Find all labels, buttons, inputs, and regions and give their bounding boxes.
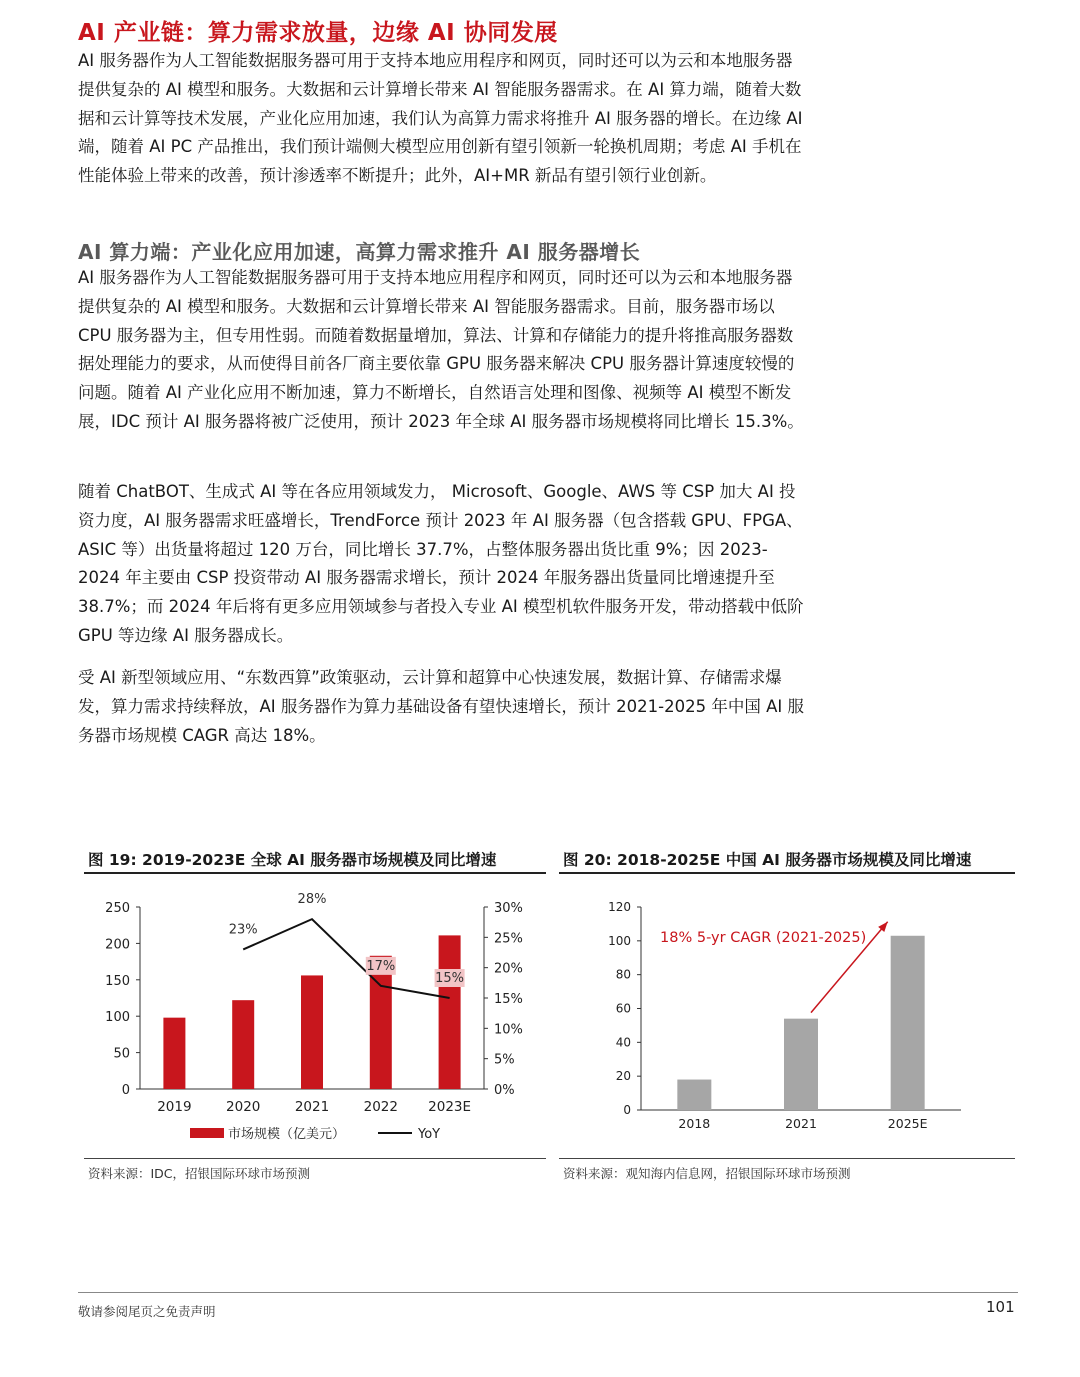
page-number: 101 xyxy=(986,1298,1015,1316)
right-axis-tick-label: 20% xyxy=(494,961,523,977)
y-axis-tick-label: 40 xyxy=(615,1035,631,1050)
x-axis-category-label: 2021 xyxy=(785,1116,817,1131)
y-axis-tick-label: 100 xyxy=(608,933,631,948)
yoy-data-label: 17% xyxy=(366,958,396,974)
china-paragraph: 受 AI 新型领域应用、“东数西算”政策驱动，云计算和超算中心快速发展，数据计算、存储需求爆发，算力需求持续释放，AI 服务器作为算力基础设备有望快速增长，预计 2021-2025 年中国 AI 服务器市场规模 CAGR 高达 18%。 xyxy=(78,668,804,745)
y-axis-tick-label: 0 xyxy=(623,1103,631,1117)
figure-20-top-rule xyxy=(559,872,1015,874)
legend-bar-swatch xyxy=(190,1128,224,1138)
footer-rule xyxy=(78,1292,1018,1293)
x-axis-category-label: 2023E xyxy=(428,1099,472,1115)
right-axis-tick-label: 5% xyxy=(494,1052,515,1068)
footer-disclaimer: 敬请参阅尾页之免责声明 xyxy=(78,1304,216,1319)
y-axis-tick-label: 60 xyxy=(615,1001,631,1016)
market-size-bar xyxy=(891,936,925,1110)
figure-19-title: 图 19: 2019-2023E 全球 AI 服务器市场规模及同比增速 xyxy=(88,851,497,869)
figure-19-chart xyxy=(84,880,546,1160)
figure-19-source: 资料来源：IDC，招银国际环球市场预测 xyxy=(88,1166,311,1181)
compute-paragraph: AI 服务器作为人工智能数据服务器可用于支持本地应用程序和网页，同时还可以为云和本地服务器提供复杂的 AI 模型和服务。大数据和云计算增长带来 AI 智能服务器需求。目前，服务器市场以 CPU 服务器为主，但专用性弱。而随着数据量增加，算法、计算和存储能力的提升将推高服务器数据处理能力的要求，从而使得目前各厂商主要依靠 GPU 服务器来解决 CPU 服务器计算速度较慢的问题。随着 AI 产业化应用不断加速，算力不断增长，自然语言处理和图像、视频等 AI 模型不断发展，IDC 预计 AI 服务器将被广泛使用，预计 2023 年全球 AI 服务器市场规模将同比增长 15.3%。 xyxy=(78,268,804,431)
y-axis-tick-label: 20 xyxy=(615,1069,631,1084)
figure-20-chart xyxy=(559,880,1015,1158)
left-axis-tick-label: 50 xyxy=(113,1046,130,1062)
x-axis-category-label: 2021 xyxy=(294,1099,330,1115)
left-axis-tick-label: 250 xyxy=(105,901,130,916)
figure-20-title: 图 20: 2018-2025E 中国 AI 服务器市场规模及同比增速 xyxy=(563,851,972,869)
yoy-data-label: 28% xyxy=(297,892,327,908)
intro-paragraph: AI 服务器作为人工智能数据服务器可用于支持本地应用程序和网页，同时还可以为云和本地服务器提供复杂的 AI 模型和服务。大数据和云计算增长带来 AI 智能服务器需求。在 AI 算力端，随着大数据和云计算等技术发展，产业化应用加速，我们认为高算力需求将推升 AI 服务器的增长。在边缘 AI 端，随着 AI PC 产品推出，我们预计端侧大模型应用创新有望引领新一轮换机周期；考虑 AI 手机在性能体验上带来的改善，预计渗透率不断提升；此外，AI+MR 新品有望引领行业创新。 xyxy=(78,51,803,186)
yoy-line xyxy=(243,919,449,998)
left-axis-tick-label: 200 xyxy=(105,937,130,953)
market-size-bar xyxy=(370,956,392,1089)
x-axis-category-label: 2018 xyxy=(678,1116,711,1131)
shipment-paragraph: 随着 ChatBOT、生成式 AI 等在各应用领域发力， Microsoft、Google、AWS 等 CSP 加大 AI 投资力度，AI 服务器需求旺盛增长，TrendForce 预计 2023 年 AI 服务器（包含搭载 GPU、FPGA、ASIC 等）出货量将超过 120 万台，同比增长 37.7%，占整体服务器出货比重 9%；因 2023-2024 年主要由 CSP 投资带动 AI 服务器需求增长，预计 2024 年服务器出货量同比增速提升至 38.7%；而 2024 年后将有更多应用领域参与者投入专业 AI 模型机软件服务开发，带动搭载中低阶 GPU 等边缘 AI 服务器成长。 xyxy=(78,482,804,645)
market-size-bar xyxy=(232,1000,254,1089)
figure-19-top-rule xyxy=(84,872,546,874)
left-axis-tick-label: 150 xyxy=(105,973,130,989)
right-axis-tick-label: 0% xyxy=(494,1083,515,1098)
subsection-heading: AI 算力端：产业化应用加速，高算力需求推升 AI 服务器增长 xyxy=(78,240,641,264)
market-size-bar xyxy=(163,1018,185,1089)
right-axis-tick-label: 10% xyxy=(494,1022,523,1038)
x-axis-category-label: 2022 xyxy=(363,1099,398,1115)
yoy-data-label: 23% xyxy=(228,922,258,938)
legend-bar-label: 市场规模（亿美元） xyxy=(228,1127,346,1142)
yoy-data-label: 15% xyxy=(435,971,465,986)
left-axis-tick-label: 0 xyxy=(121,1083,130,1098)
x-axis-category-label: 2025E xyxy=(887,1116,928,1131)
market-size-bar xyxy=(301,975,323,1089)
cagr-annotation: 18% 5-yr CAGR (2021-2025) xyxy=(660,930,867,946)
market-size-bar xyxy=(439,935,461,1089)
legend-line-label: YoY xyxy=(418,1127,441,1142)
y-axis-tick-label: 120 xyxy=(608,900,631,914)
x-axis-category-label: 2020 xyxy=(226,1099,261,1115)
right-axis-tick-label: 15% xyxy=(494,992,523,1007)
market-size-bar xyxy=(784,1019,818,1110)
market-size-bar xyxy=(677,1080,711,1110)
figure-19-bottom-rule xyxy=(84,1158,546,1159)
figure-20-source: 资料来源：观知海内信息网，招银国际环球市场预测 xyxy=(563,1166,851,1181)
section-heading: AI 产业链：算力需求放量，边缘 AI 协同发展 xyxy=(78,20,558,46)
x-axis-category-label: 2019 xyxy=(157,1099,192,1115)
right-axis-tick-label: 30% xyxy=(494,901,523,916)
y-axis-tick-label: 80 xyxy=(615,967,631,982)
left-axis-tick-label: 100 xyxy=(105,1010,130,1026)
right-axis-tick-label: 25% xyxy=(494,931,523,947)
figure-20-bottom-rule xyxy=(559,1158,1015,1159)
